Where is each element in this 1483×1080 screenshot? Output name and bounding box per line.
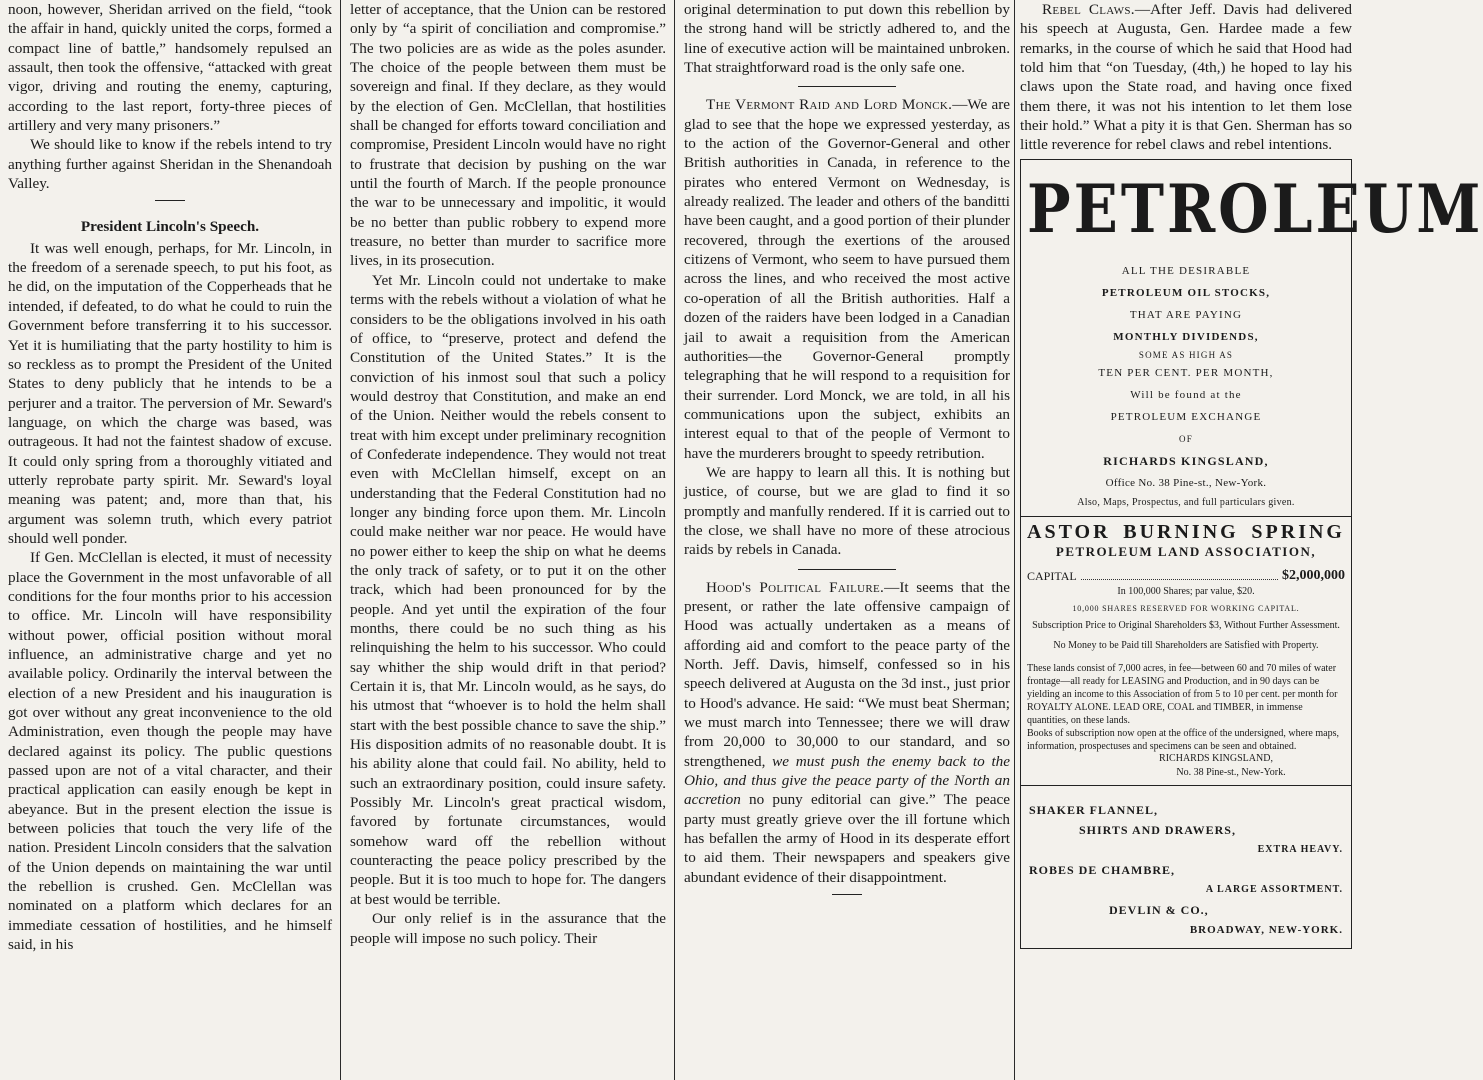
ad-paragraph: These lands consist of 7,000 acres, in fee—between 60 and 70 miles of water frontage—all ready for LEASING and Production, and in 90 days can be yielding an income to this Association of from 5 to 10 per cent. per month for ROYALTY ALONE. LEAD ORE, COAL and TIMBER, in immense quantities, on these lands. [1027, 662, 1338, 726]
column-2 [350, 0, 666, 1080]
petroleum-advertisement [1020, 159, 1483, 517]
ad-title: PETROLEUM [1027, 169, 1483, 248]
article-heading: President Lincoln's Speech. [80, 218, 260, 236]
ad-line: EXTRA HEAVY. [1257, 843, 1343, 855]
article-paragraph: Yet Mr. Lincoln could not undertake to make terms with the rebels without a violation of what he considers to be the obligations involved in his oath of office, to “preserve, protect and defend the Constitution of the United States.” It is the conviction of his inmost soul that such a policy would destroy that Constitution, and make an end of the Union. Neither would the rebels consent to treat with him except under preliminary recognition of Confederate independence. They would not treat even with McClellan himself, except on an understanding that the Federal Constitution had no longer any binding force upon them. Mr. Lincoln could make neither war nor peace. He would have no power either to keep the ship on what he deems the only track of safety, or to put it on the other track, which had been pronounced for by the people. And yet until the expiration of the four months, there could be no such thing as his relinquishing the helm to his successor. Who could say whither the ship would drift in that period? Certain it is, that Mr. Lincoln would, as he says, do his utmost that “whoever is to hold the helm shall start with the best possible chance to save the ship.” His disposition admits of no reasonable doubt. It is his ability alone that could fail. No ability, held to such an extraordinary position, could insure safety. Possibly Mr. Lincoln's great practical wisdom, favored by fortunate circumstances, would somehow ward off the rebellion without counteracting the peace policy prescribed by the people. But it is too much to hope for. The dangers at best would be terrible. [350, 271, 666, 908]
divider [684, 560, 1010, 578]
column-rule [674, 0, 675, 1080]
ad-subtitle: PETROLEUM LAND ASSOCIATION, [1055, 543, 1317, 559]
capital-value: $2,000,000 [1282, 567, 1345, 583]
ad-line: SOME AS HIGH AS [1138, 349, 1234, 360]
article-paragraph [1020, 0, 1352, 155]
ad-line: SHAKER FLANNEL, [1029, 802, 1159, 817]
article-paragraph [684, 578, 1010, 888]
article-paragraph: Our only relief is in the assurance that the people will impose no such policy. Their [350, 910, 666, 947]
ad-line: In 100,000 Shares; par value, $20. [1117, 585, 1255, 597]
ad-signature: RICHARDS KINGSLAND, [1159, 752, 1273, 764]
article-paragraph [684, 95, 1010, 463]
column-3 [684, 0, 1010, 1080]
shaker-advertisement [1020, 786, 1352, 949]
astor-advertisement [1020, 517, 1352, 786]
ad-line: A LARGE ASSORTMENT. [1205, 883, 1343, 895]
article-paragraph: We are happy to learn all this. It is nothing but justice, of course, but we are glad to find it so promptly and manfully rendered. If it is carried out to the close, we shall have no more of these atrocious raids by rebels in Canada. [684, 463, 1010, 559]
ad-line: BROADWAY, NEW-YORK. [1189, 923, 1343, 936]
article-paragraph: noon, however, Sheridan arrived on the field, “took the affair in hand, quickly united the corps, formed a compact line of battle,” handsomely repulsed an assault, then took the offensive, “attacked with great vigor, driving and routing the enemy, capturing, according to the last report, forty-three pieces of artillery and very many prisoners.” [8, 1, 332, 135]
article-paragraph: It was well enough, perhaps, for Mr. Lincoln, in the freedom of a serenade speech, to put his foot, as he did, on the imputation of the Copperheads that he intended, if defeated, to do what he could to ruin the Government before transferring it to his successor. Yet it is humiliating that the party hostility to him is so reckless as to prompt the President of the United States to deny publicly that he intends to be a perjurer and a traitor. The perversion of Mr. Seward's language, on which the charge was based, was outrageous. It had not the faintest shadow of excuse. It could only spring from a thoroughly vitiated and utterly reprobate party spirit. Mr. Seward's loyal meaning was patent; and, more than that, his argument was solemn truth, which every patriot should well ponder. [8, 239, 332, 547]
divider [684, 887, 1010, 901]
article-heading: The Vermont Raid and Lord Monck. [706, 96, 953, 114]
article-text: —After Jeff. Davis had delivered his speech at Augusta, Gen. Hardee made a few remarks, in the course of which he said that Hood had told him that “on Tuesday, (4th,) he hoped to lay his claws upon the State road, and having once fixed them there, it was not his intention to let them lose their hold.” What a pity it is that Gen. Sherman has so little reverence for rebel claws and rebel intentions. [1020, 1, 1352, 154]
ad-line: ROBES DE CHAMBRE, [1029, 862, 1176, 877]
article-text: —It seems that the present, or rather the late offensive campaign of Hood was actually undertaken as a means of affording aid and comfort to the peace party of the North. Jeff. Davis, himself, confessed so in his speech delivered at Augusta on the 3d inst., just prior to Hood's advance. He said: “We must beat Sherman; we must march into Tennessee; there we will draw from 20,000 to 30,000 to our standard, and so strengthened, [684, 578, 1010, 770]
capital-line [1027, 567, 1345, 585]
divider [684, 77, 1010, 95]
article-paragraph: We should like to know if the rebels intend to try anything further against Sheridan in the Shenandoah Valley. [8, 136, 332, 193]
capital-label: CAPITAL [1027, 568, 1077, 583]
article-paragraph: If Gen. McClellan is elected, it must of necessity place the Government in the most unfavorable of all conditions for the four months prior to his accession to office. Mr. Lincoln will have responsibility without power, official position without moral influence, an administrative charge and yet no available policy. Ordinarily the interval between the election of a new President and his inauguration is got over without any great inconvenience to the old Administration, even though the people may have declared against its policy. The public questions passed upon are not of a vital character, and their practical application can easily enough be kept in abeyance. But in the present election the issue is between policies that touch the very life of the nation. President Lincoln considers that the salvation of the Union depends on maintaining the war until the rebellion is crushed. Gen. McClellan was nominated on a platform which declares for an immediate cessation of hostilities, and he himself said, in his [8, 549, 332, 954]
article-paragraph: letter of acceptance, that the Union can be restored only by “a spirit of conciliation and compromise.” The two policies are as wide as the poles asunder. The choice of the people between them must be sovereign and final. If they declare, as they would by the election of Gen. McClellan, that hostilities shall be changed for efforts toward conciliation and compromise, President Lincoln would have no right to frustrate that decision by pushing on the war until the fourth of March. If the people pronounce the war to be unnecessary and impolitic, it would be no better than public robbery to expend more treasure, no better than murder to sacrifice more lives, in its prosecution. [350, 1, 666, 270]
ad-line: 10,000 SHARES RESERVED FOR WORKING CAPITAL. [1072, 603, 1300, 613]
ad-line: OF [1179, 433, 1193, 444]
column-1 [8, 0, 332, 1080]
column-rule [340, 0, 341, 1080]
ad-line: DEVLIN & CO., [1109, 902, 1209, 917]
ad-line: TEN PER CENT. PER MONTH, [1098, 366, 1274, 379]
ad-line: Also, Maps, Prospectus, and full particulars given. [1077, 496, 1295, 508]
article-text: —We are glad to see that the hope we expressed yesterday, as to the action of the Governor-General and other British authorities in Canada, in reference to the pirates who entered Vermont on Wednesday, is already realized. The leader and others of the banditti have been caught, and a good portion of their plunder recovered, through the exertions of the aroused citizens of Vermont, who seem to have pursued them across the lines, and who received the most active co-operation of all the British authorities. Half a dozen of the raiders have been lodged in a Canadian jail to await a requisition from the American authorities—the Governor-General promptly telegraphing that he will respond to a requisition for their surrender. Lord Monck, we are told, in all his communications upon the subject, exhibits an interest equal to that of the people of Vermont to have the murderers brought to speedy retribution. [684, 96, 1010, 462]
ad-line: No Money to be Paid till Shareholders are Satisfied with Property. [1053, 639, 1319, 651]
ad-title-word: ASTOR [1027, 520, 1111, 543]
ad-line: Office No. 38 Pine-st., New-York. [1105, 476, 1267, 489]
ad-line: RICHARDS KINGSLAND, [1103, 453, 1269, 468]
column-rule [1014, 0, 1015, 1080]
ad-paragraph: Books of subscription now open at the office of the undersigned, where maps, information, prospectuses and specimens can be seen and obtained. [1027, 727, 1339, 752]
quote-italic: we must push the enemy back to the Ohio, and thus give the peace party of the North an accretion [684, 752, 1010, 809]
article-paragraph: original determination to put down this rebellion by the strong hand will be strictly adhered to, and the line of executive action will be maintained unbroken. That straightforward road is the only safe one. [684, 1, 1010, 77]
column-4 [1020, 0, 1483, 1080]
article-heading: Rebel Claws. [1042, 1, 1135, 18]
ad-line: THAT ARE PAYING [1129, 308, 1243, 321]
ad-address: No. 38 Pine-st., New-York. [1176, 766, 1286, 778]
divider [8, 193, 332, 207]
ad-title [1027, 521, 1345, 543]
article-text: no puny editorial can give.” The peace party must greatly grieve over the ill fortune which has befallen the army of Hood in its desperate effort to aid them. Their newspapers and speakers give abundant evidence of their disappointment. [684, 791, 1011, 886]
ad-title-word: SPRING [1251, 520, 1345, 543]
ad-line: PETROLEUM OIL STOCKS, [1101, 286, 1271, 299]
ad-line: SHIRTS AND DRAWERS, [1079, 822, 1236, 837]
ad-line: Subscription Price to Original Shareholders $3, Without Further Assessment. [1032, 619, 1340, 631]
article-heading: Hood's Political Failure. [706, 578, 885, 596]
ad-line: PETROLEUM EXCHANGE [1110, 410, 1262, 423]
ad-line: ALL THE DESIRABLE [1121, 264, 1251, 277]
ad-line: MONTHLY DIVIDENDS, [1113, 330, 1259, 343]
ad-title-word: BURNING [1123, 520, 1239, 543]
ad-line: Will be found at the [1130, 388, 1242, 401]
